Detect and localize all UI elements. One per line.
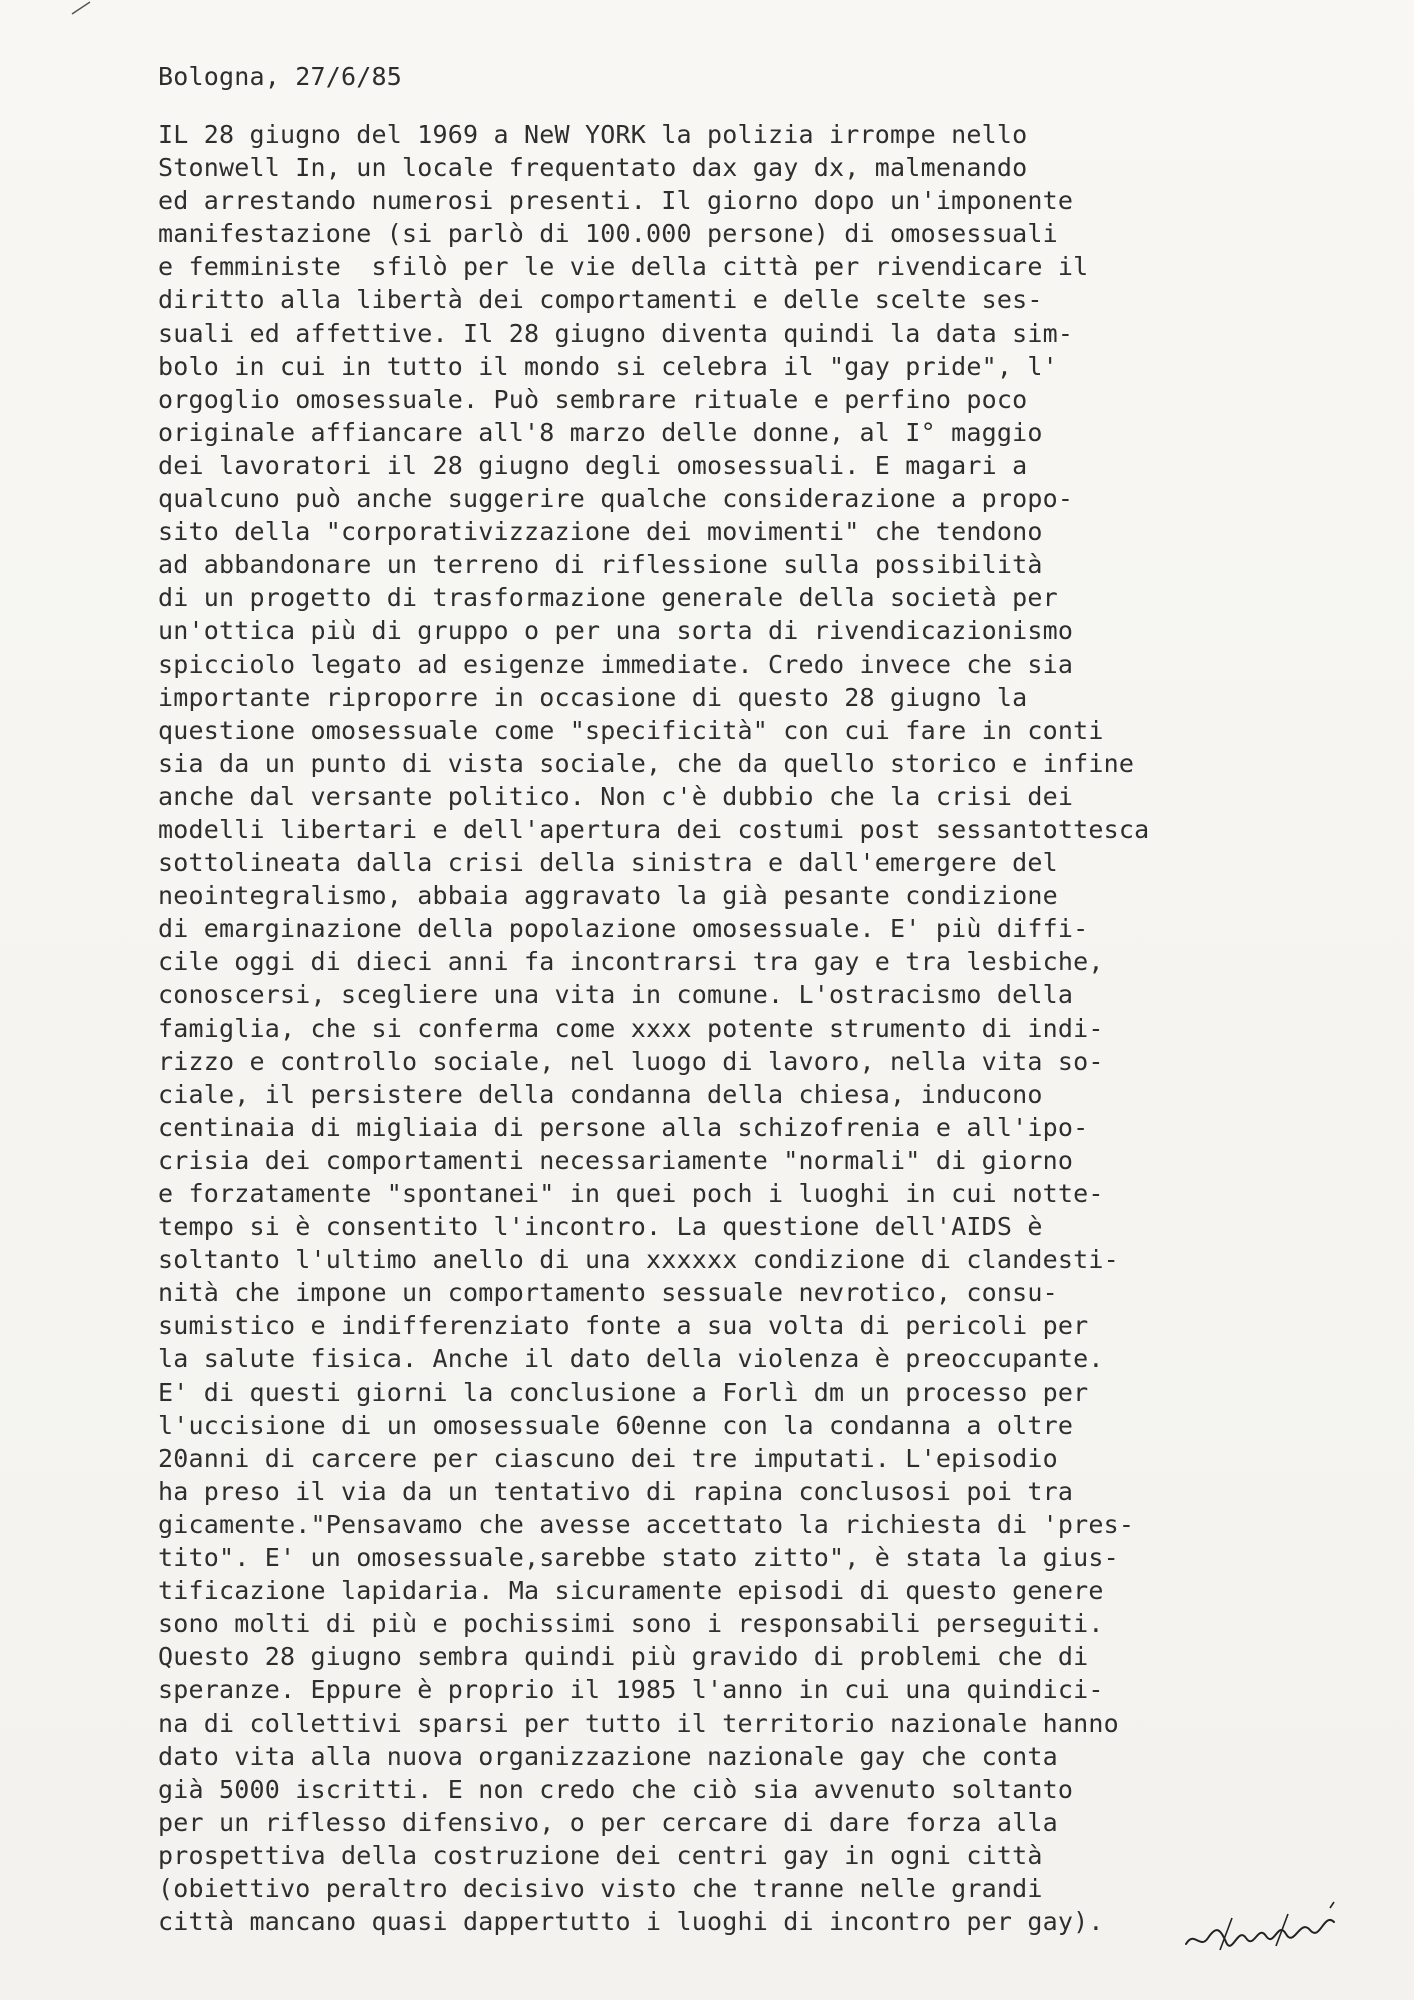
text-line: neointegralismo, abbaia aggravato la già pesante condizione	[158, 881, 1058, 911]
text-line: (obiettivo peraltro decisivo visto che tranne nelle grandi	[158, 1873, 1043, 1903]
text-line: Questo 28 giugno sembra quindi più gravido di problemi che di	[158, 1642, 1089, 1672]
text-line: di emarginazione della popolazione omosessuale. E' più diffi-	[158, 914, 1089, 944]
text-line: suali ed affettive. Il 28 giugno diventa quindi la data sim-	[158, 318, 1074, 348]
text-line: originale affiancare all'8 marzo delle donne, al I° maggio	[158, 417, 1043, 447]
text-line: speranze. Eppure è proprio il 1985 l'anno in cui una quindici-	[158, 1675, 1104, 1705]
text-line: importante riproporre in occasione di questo 28 giugno la	[158, 682, 1028, 712]
text-line: gicamente."Pensavamo che avesse accettato la richiesta di 'pres-	[158, 1509, 1135, 1539]
text-line: l'uccisione di un omosessuale 60enne con la condanna a oltre	[158, 1410, 1074, 1440]
text-line: sia da un punto di vista sociale, che da quello storico e infine	[158, 748, 1135, 778]
text-line: anche dal versante politico. Non c'è dubbio che la crisi dei	[158, 781, 1074, 811]
text-line: nità che impone un comportamento sessuale nevrotico, consu-	[158, 1278, 1058, 1308]
text-line: di un progetto di trasformazione generale della società per	[158, 583, 1058, 613]
text-line: ad abbandonare un terreno di riflessione sulla possibilità	[158, 550, 1043, 580]
text-line: orgoglio omosessuale. Può sembrare rituale e perfino poco	[158, 384, 1028, 414]
text-line: manifestazione (si parlò di 100.000 persone) di omosessuali	[158, 219, 1058, 249]
text-line: Stonwell In, un locale frequentato dax gay dx, malmenando	[158, 153, 1028, 183]
text-line: sumistico e indifferenziato fonte a sua volta di pericoli per	[158, 1311, 1089, 1341]
text-line: prospettiva della costruzione dei centri gay in ogni città	[158, 1840, 1043, 1870]
handwritten-signature	[1180, 1900, 1340, 1960]
text-line: diritto alla libertà dei comportamenti e delle scelte ses-	[158, 285, 1043, 315]
text-line: na di collettivi sparsi per tutto il territorio nazionale hanno	[158, 1708, 1119, 1738]
text-line: famiglia, che si conferma come xxxx potente strumento di indi-	[158, 1013, 1104, 1043]
text-line: ciale, il persistere della condanna della chiesa, inducono	[158, 1079, 1043, 1109]
text-line: ha preso il via da un tentativo di rapina conclusosi poi tra	[158, 1476, 1074, 1506]
text-line: sito della "corporativizzazione dei movimenti" che tendono	[158, 517, 1043, 547]
pen-stroke-mark	[68, 0, 96, 16]
letter-body	[158, 118, 1358, 1938]
text-line: modelli libertari e dell'apertura dei costumi post sessantottesca	[158, 814, 1150, 844]
text-line: e femministe sfilò per le vie della città per rivendicare il	[158, 252, 1089, 282]
text-line: rizzo e controllo sociale, nel luogo di lavoro, nella vita so-	[158, 1046, 1104, 1076]
text-line: questione omosessuale come "specificità" con cui fare in conti	[158, 715, 1104, 745]
text-line: già 5000 iscritti. E non credo che ciò sia avvenuto soltanto	[158, 1774, 1074, 1804]
text-line: conoscersi, scegliere una vita in comune. L'ostracismo della	[158, 980, 1074, 1010]
text-line: la salute fisica. Anche il dato della violenza è preoccupante.	[158, 1344, 1104, 1374]
text-line: IL 28 giugno del 1969 a NeW YORK la polizia irrompe nello	[158, 120, 1028, 149]
text-line: soltanto l'ultimo anello di una xxxxxx condizione di clandesti-	[158, 1245, 1119, 1275]
text-line: tempo si è consentito l'incontro. La questione dell'AIDS è	[158, 1212, 1043, 1242]
text-line: sottolineata dalla crisi della sinistra e dall'emergere del	[158, 848, 1058, 878]
text-line: cile oggi di dieci anni fa incontrarsi tra gay e tra lesbiche,	[158, 947, 1104, 977]
text-line: crisia dei comportamenti necessariamente "normali" di giorno	[158, 1145, 1074, 1175]
typed-letter	[158, 60, 1358, 1938]
text-line: spicciolo legato ad esigenze immediate. Credo invece che sia	[158, 649, 1074, 679]
text-line: dato vita alla nuova organizzazione nazionale gay che conta	[158, 1741, 1058, 1771]
text-line: qualcuno può anche suggerire qualche considerazione a propo-	[158, 484, 1074, 514]
text-line: un'ottica più di gruppo o per una sorta di rivendicazionismo	[158, 616, 1074, 646]
date-line: Bologna, 27/6/85	[158, 62, 403, 91]
text-line: città mancano quasi dappertutto i luoghi di incontro per gay).	[158, 1907, 1104, 1937]
text-line: per un riflesso difensivo, o per cercare di dare forza alla	[158, 1807, 1058, 1837]
text-line: centinaia di migliaia di persone alla schizofrenia e all'ipo-	[158, 1112, 1089, 1142]
text-line: ed arrestando numerosi presenti. Il giorno dopo un'imponente	[158, 186, 1074, 216]
text-line: bolo in cui in tutto il mondo si celebra il "gay pride", l'	[158, 351, 1058, 381]
text-line: 20anni di carcere per ciascuno dei tre imputati. L'episodio	[158, 1443, 1058, 1473]
text-line: tito". E' un omosessuale,sarebbe stato zitto", è stata la gius-	[158, 1543, 1119, 1573]
text-line: dei lavoratori il 28 giugno degli omosessuali. E magari a	[158, 450, 1028, 480]
text-line: e forzatamente "spontanei" in quei poch i luoghi in cui notte-	[158, 1179, 1104, 1208]
text-line: tificazione lapidaria. Ma sicuramente episodi di questo genere	[158, 1576, 1104, 1606]
text-line: sono molti di più e pochissimi sono i responsabili perseguiti.	[158, 1609, 1104, 1639]
text-line: E' di questi giorni la conclusione a Forlì dm un processo per	[158, 1377, 1089, 1407]
